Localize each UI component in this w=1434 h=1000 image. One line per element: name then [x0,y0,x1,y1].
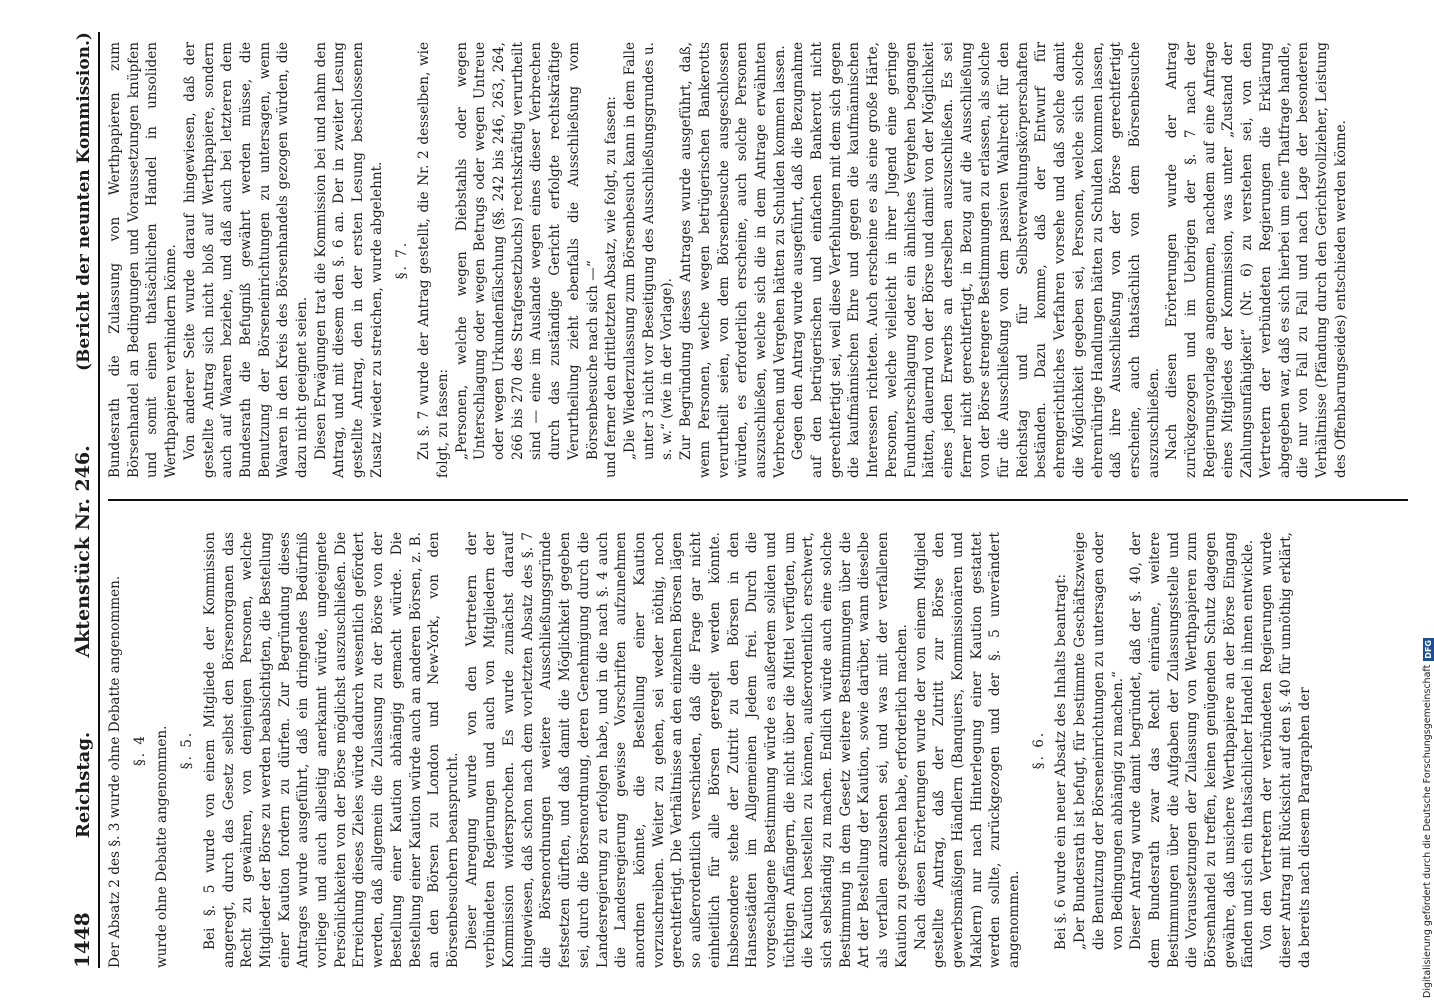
paragraph: Zu §. 7 wurde der Antrag gestellt, die Nr. 2 desselben, wie folgt, zu fassen: [416,42,451,478]
header-left-title: Reichstag. [73,731,94,839]
page-number: 1448 [70,912,94,968]
paragraph: Von den Vertretern der verbündeten Regierungen wurde dieser Antrag mit Rücksicht auf den §. 40 für unnöthig erklärt, da bereits nach diesem Paragraphen der [1259,532,1313,968]
quoted-paragraph: „Der Bundesrath ist befugt, für bestimmte Geschäftszweige die Benutzung der Börseneinrichtungen zu untersagen oder von Bedingungen abhängig zu machen.“ [1072,532,1126,950]
paragraph: Von anderer Seite wurde darauf hingewiesen, daß der gestellte Antrag sich nicht bloß auf Werthpapiere, sondern auch auf Waaren beziehe, und daß auch bei letzteren dem Bundesrath die Befugniß gewährt werden müsse, die Benutzung der Börseneinrichtungen zu untersagen, wenn Waaren in den Kreis des Börsenhandels gezogen würden, die dazu nicht geeignet seien. [181,42,311,478]
paragraph: Dieser Antrag wurde damit begründet, daß der §. 40, der dem Bundesrath zwar das Recht einräume, weitere Bestimmungen über die Aufgaben der Zulassungsstelle und die Voraussetzungen der Zulassung von Werthpapieren zum Börsenhandel zu treffen, keinen genügenden Schutz dagegen gewähre, daß unsichere Werthpapiere an der Börse Eingang fänden und sich ein thatsächlicher Handel in ihnen entwickle. [1128,532,1257,968]
page-header [50,32,94,968]
paragraph: wurde ohne Debatte angenommen. [154,725,171,968]
header-right-title: (Bericht der neunten Kommission.) [74,32,94,371]
quoted-paragraph: „Personen, welche wegen Diebstahls oder wegen Unterschlagung oder wegen Betrugs oder wegen Untreue oder wegen Urkundenfälschung (§§. 242 bis 246, 263, 264, 266 bis 270 des Strafgesetzbuchs) rechtskräftig verurtheilt sind — eine im Auslande wegen eines dieser Verbrechen durch das zuständige Gericht erfolgte rechtskräftige Verurtheilung zieht ebenfalls die Ausschließung vom Börsenbesuche nach sich —“ [453,42,601,460]
paragraph: Dieser Anregung wurde von den Vertretern der verbündeten Regierungen und auch von Mitgliedern der Kommission widersprochen. Es wurde zunächst darauf hingewiesen, daß schon nach dem vorletzten Absatz des §. 7 die Börsenordnungen weitere Ausschließungsgründe festsetzen dürften, und daß damit die Möglichkeit gegeben sei, durch die Börsenordnung, deren Genehmigung durch die Landesregierung zu erfolgen habe, und in die nach §. 4 auch die Landesregierung gewisse Vorschriften aufzunehmen anordnen könnte, die Bestellung einer Kaution vorzuschreiben. Weiter zu gehen, sei weder nöthig, noch gerechtfertigt. Die Verhältnisse an den einzelnen Börsen lägen so außerordentlich verschieden, daß die Frage gar nicht einheitlich für alle Börsen geregelt werden könnte. Insbesondere stehe der Zutritt zu den Börsen in den Hansestädten im Allgemeinen Jedem frei. Durch die vorgeschlagene Bestimmung würde es außerdem soliden und tüchtigen Anfängern, die nicht über die Mittel verfügten, um die Kaution bestellen zu können, außerordentlich erschwert, sich selbständig zu machen. Endlich würde auch eine solche Bestimmung in dem Gesetz weitere Bestimmungen über die Art der Bestellung der Kaution, sowie darüber, wann dieselbe als verfallen anzusehen sei, und was mit der verfallenen Kaution zu geschehen habe, erforderlich machen. [463,532,910,968]
paragraph: Bundesrath die Zulassung von Werthpapieren zum Börsenhandel an Bedingungen und Voraussetzungen knüpfen und somit einen thatsächlichen Handel in unsoliden Werthpapieren verhindern könne. [107,42,180,478]
rotated-document-page [50,32,1420,968]
digitization-stamp [1422,8,1434,998]
section-heading: §. 6. [1030,730,1047,770]
paragraph: Bei §. 6 wurde ein neuer Absatz des Inhalts beantragt: [1053,573,1070,950]
stamp-text: Digitalisierung gefördert durch die Deutsche Forschungsgemeinschaft [1422,664,1433,998]
paragraph: Nach diesen Erörterungen wurde der Antrag zurückgezogen und im Uebrigen der §. 7 nach der Regierungsvorlage angenommen, nachdem auf eine Anfrage eines Mitgliedes der Kommission, was unter „Zustand der Zahlungsunfähigkeit“ (Nr. 6) zu verstehen sei, von den Vertretern der verbündeten Regierungen die Erklärung abgegeben war, daß es sich hierbei um eine Thatfrage handle, die nur von Fall zu Fall und nach Lage der besonderen Verhältnisse (Pfändung durch den Gerichtsvollzieher, Leistung des Offenbarungseides) entschieden werden könne. [1164,42,1349,478]
section-heading: §. 4 [131,733,148,767]
left-text-column [106,532,1314,968]
paragraph: Zur Begründung dieses Antrages wurde ausgeführt, daß, wenn Personen, welche wegen betrügerischen Bankerotts verurtheilt seien, von dem Börsenbesuche ausgeschlossen würden, es erforderlich erscheine, auch solche Personen auszuschließen, welche sich die in dem Antrage erwähnten Verbrechen und Vergehen hätten zu Schulden kommen lassen. [678,42,788,478]
dfg-logo: DFG [1423,640,1433,659]
paragraph: Bei §. 5 wurde von einem Mitgliede der Kommission angeregt, durch das Gesetz selbst den Börsenorganen das Recht zu gewähren, von denjenigen Personen, welche Mitglieder der Börse zu werden beabsichtigten, die Bestellung einer Kaution fordern zu dürfen. Zur Begründung dieses Antrages wurde ausgeführt, daß ein dringendes Bedürfniß vorliege und auch allseitig anerkannt würde, ungeeignete Persönlichkeiten von der Börse möglichst auszuschließen. Die Erreichung dieses Zieles würde dadurch wesentlich gefördert werden, daß allgemein die Zulassung zu der Börse von der Bestellung einer Kaution abhängig gemacht würde. Die Bestellung einer Kaution würde auch an anderen Börsen, z. B. an den Börsen zu London und New-York, von den Börsenbesuchern beansprucht. [201,532,461,968]
header-rule [98,32,100,968]
quoted-paragraph: „Die Wiederzulassung zum Börsenbesuch kann in dem Falle unter 3 nicht vor Beseitigung des Ausschließungsgrundes u. s. w.“ (wie in der Vorlage). [621,42,676,460]
paragraph: Gegen den Antrag wurde ausgeführt, daß die Bezugnahme auf den betrügerischen und einfachen Bankerott nicht gerechtfertigt sei, weil diese Verfehlungen mit dem sich gegen die kaufmännischen Ehre und gegen die kaufmännischen Interessen richteten. Auch erscheine es als eine große Härte, Personen, welche vielleicht in ihrer Jugend eine geringe Fundunterschlagung oder ein ähnliches Vergehen begangen hätten, dauernd von der Börse und damit von der Möglichkeit eines jeden Erwerbs an derselben auszuschließen. Es sei ferner nicht gerechtfertigt, in Bezug auf die Ausschließung von der Börse strengere Bestimmungen zu erlassen, als solche für die Ausschließung von dem passiven Wahlrecht für den Reichstag und für Selbstverwaltungskörperschaften beständen. Dazu komme, daß der Entwurf für ehrengerichtliches Verfahren vorsehe und daß solche damit die Möglichkeit gegeben sei, Personen, welche sich solche ehrenrührige Handlungen hätten zu Schulden kommen lassen, daß ihre Ausschließung von der Börse gerechtfertigt erscheine, auch thatsächlich von dem Börsenbesuche auszuschließen. [790,42,1162,478]
paragraph: und ferner den drittletzten Absatz, wie folgt, zu fassen: [603,96,620,478]
paragraph: Nach diesen Erörterungen wurde der von einem Mitglied gestellte Antrag, daß der Zutritt zur Börse den gewerbsmäßigen Händlern (Banquiers, Kommissionären und Maklern) nur nach Hinterlegung einer Kaution gestattet werden sollte, zurückgezogen und der §. 5 unverändert angenommen. [912,532,1023,968]
paragraph: Diesen Erwägungen trat die Kommission bei und nahm den Antrag, und mit diesem den §. 6 an. Der in zweiter Lesung gestellte Antrag, den in der ersten Lesung beschlossenen Zusatz wieder zu streichen, wurde abgelehnt. [312,42,385,478]
column-divider [108,500,1408,502]
right-text-column [106,42,1350,478]
paragraph: Der Absatz 2 des §. 3 wurde ohne Debatte angenommen. [107,575,123,968]
section-heading: §. 5. [179,730,196,770]
header-center-title: Aktenstück Nr. 246. [72,445,94,658]
section-heading: §. 7. [393,240,410,280]
